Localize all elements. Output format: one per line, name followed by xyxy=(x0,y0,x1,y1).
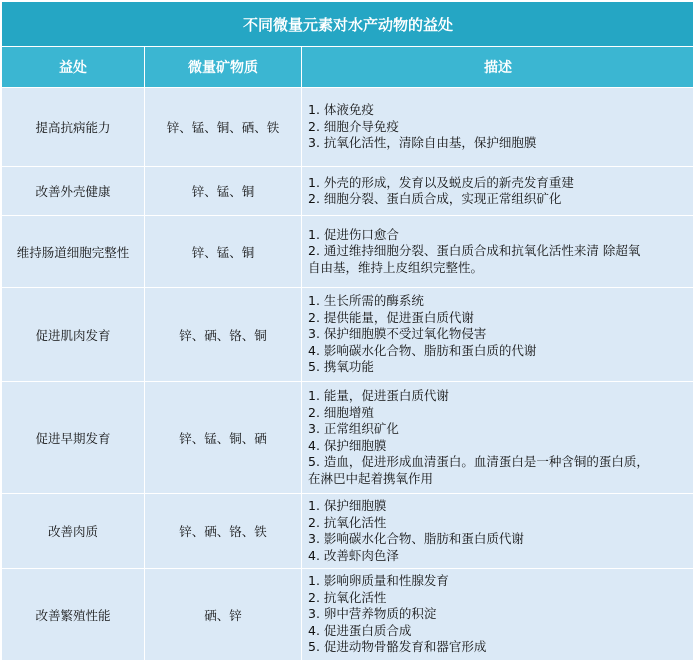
description-line: 5. 携氧功能 xyxy=(308,359,688,376)
description-line: 4. 改善虾肉色泽 xyxy=(308,548,688,565)
description-line: 3. 卵中营养物质的积淀 xyxy=(308,606,688,623)
description-line: 4. 影响碳水化合物、脂肪和蛋白质的代谢 xyxy=(308,343,688,360)
table-row xyxy=(2,382,693,494)
description-cell xyxy=(302,382,693,494)
description-line: 2. 抗氧化活性 xyxy=(308,515,688,532)
description-cell xyxy=(302,216,693,288)
description-line: 3. 正常组织矿化 xyxy=(308,421,688,438)
benefit-cell: 改善外壳健康 xyxy=(2,167,145,216)
benefits-table xyxy=(1,1,693,661)
minerals-cell: 锌、锰、铜、硒 xyxy=(145,382,302,494)
minerals-cell: 锌、硒、铬、铁 xyxy=(145,494,302,569)
description-line: 4. 保护细胞膜 xyxy=(308,438,688,455)
description-line: 2. 细胞增殖 xyxy=(308,405,688,422)
benefit-cell: 维持肠道细胞完整性 xyxy=(2,216,145,288)
description-line: 5. 促进动物骨骼发育和器官形成 xyxy=(308,639,688,656)
table-row xyxy=(2,88,693,167)
description-line: 1. 能量，促进蛋白质代谢 xyxy=(308,388,688,405)
benefit-cell: 改善繁殖性能 xyxy=(2,569,145,661)
description-line: 1. 促进伤口愈合 xyxy=(308,227,688,244)
description-cell xyxy=(302,88,693,167)
description-line: 1. 体液免疫 xyxy=(308,102,688,119)
table-row xyxy=(2,288,693,382)
column-header-minerals: 微量矿物质 xyxy=(145,47,302,88)
description-line: 1. 保护细胞膜 xyxy=(308,498,688,515)
description-line: 2. 抗氧化活性 xyxy=(308,590,688,607)
description-cell xyxy=(302,167,693,216)
description-line: 3. 影响碳水化合物、脂肪和蛋白质代谢 xyxy=(308,531,688,548)
benefit-cell: 促进早期发育 xyxy=(2,382,145,494)
table-row xyxy=(2,216,693,288)
description-line: 2. 提供能量，促进蛋白质代谢 xyxy=(308,310,688,327)
minerals-cell: 锌、硒、铬、铜 xyxy=(145,288,302,382)
description-line: 在淋巴中起着携氧作用 xyxy=(308,471,688,488)
table-title: 不同微量元素对水产动物的益处 xyxy=(2,2,693,47)
table-row xyxy=(2,167,693,216)
description-line: 1. 生长所需的酶系统 xyxy=(308,293,688,310)
description-line: 自由基，维持上皮组织完整性。 xyxy=(308,260,688,277)
minerals-cell: 硒、锌 xyxy=(145,569,302,661)
description-cell xyxy=(302,569,693,661)
minerals-cell: 锌、锰、铜 xyxy=(145,216,302,288)
description-line: 1. 外壳的形成，发育以及蜕皮后的新壳发育重建 xyxy=(308,175,688,192)
description-line: 2. 细胞介导免疫 xyxy=(308,119,688,136)
minerals-cell: 锌、锰、铜 xyxy=(145,167,302,216)
table-row xyxy=(2,569,693,661)
table-row xyxy=(2,494,693,569)
description-cell xyxy=(302,494,693,569)
description-cell xyxy=(302,288,693,382)
benefit-cell: 提高抗病能力 xyxy=(2,88,145,167)
description-line: 2. 细胞分裂、蛋白质合成，实现正常组织矿化 xyxy=(308,191,688,208)
description-line: 3. 抗氧化活性，清除自由基，保护细胞膜 xyxy=(308,135,688,152)
description-line: 4. 促进蛋白质合成 xyxy=(308,623,688,640)
minerals-cell: 锌、锰、铜、硒、铁 xyxy=(145,88,302,167)
table-header-row xyxy=(2,47,693,88)
column-header-benefit: 益处 xyxy=(2,47,145,88)
description-line: 1. 影响卵质量和性腺发育 xyxy=(308,573,688,590)
description-line: 2. 通过维持细胞分裂、蛋白质合成和抗氧化活性来清 除超氧 xyxy=(308,243,688,260)
column-header-description: 描述 xyxy=(302,47,693,88)
benefit-cell: 促进肌肉发育 xyxy=(2,288,145,382)
description-line: 3. 保护细胞膜不受过氧化物侵害 xyxy=(308,326,688,343)
benefit-cell: 改善肉质 xyxy=(2,494,145,569)
description-line: 5. 造血，促进形成血清蛋白。血清蛋白是一种含铜的蛋白质， xyxy=(308,454,688,471)
